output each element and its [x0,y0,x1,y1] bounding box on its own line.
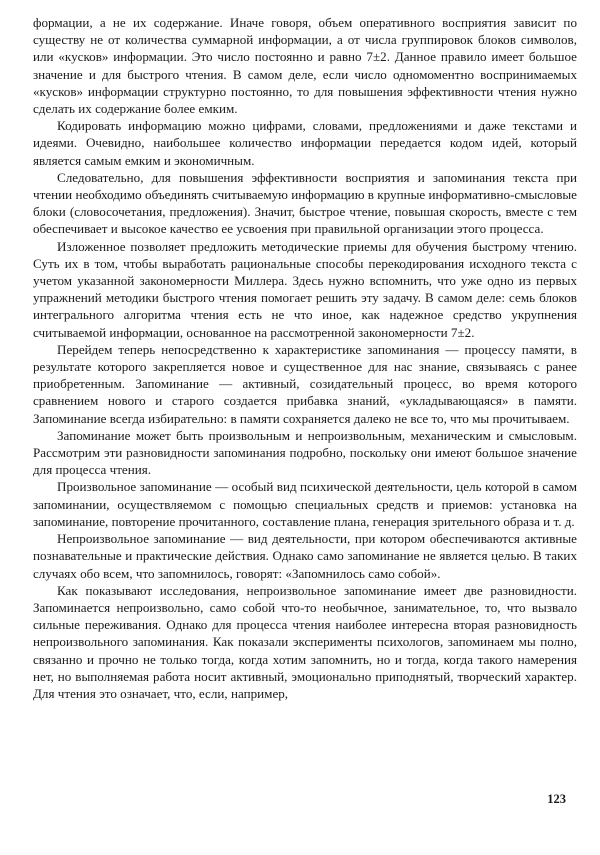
paragraph-6: Запоминание может быть произвольным и непроизвольным, механическим и смысловым. Рассмотрим эти разновидности запоминания подробно, поскольку они имеют большое значение для процесса чтения. [33,427,577,478]
paragraph-8: Непроизвольное запоминание — вид деятельности, при котором обеспечиваются активные познавательные и практические действия. Однако само запоминание не является целью. В таких случаях обо всем, что запомнилось, говорят: «Запомнилось само собой». [33,531,577,581]
paragraph-5: Перейдем теперь непосредственно к характеристике запоминания — процессу памяти, в результате которого закрепляется новое и существенное для нас знание, связываясь с ранее приобретенным. Запоминание — активный, созидательный процесс, во время которого сравнением нового и старого создается прибавка знаний, «укладывающаяся» в памяти. Запоминание всегда избирательно: в памяти сохраняется далеко не все то, что мы прочитываем. [33,341,577,426]
paragraph-7: Произвольное запоминание — особый вид психической деятельности, цель которой в самом запоминании, осуществляемом с помощью специальных средств и приемов: установка на запоминание, повторение прочитанного, составление плана, генерация зрительного образа и т. д. [33,479,577,529]
paragraph-3: Следовательно, для повышения эффективности восприятия и запоминания текста при чтении необходимо объединять считываемую информацию в крупные информативно-смысловые блоки (словосочетания, предложения). Значит, быстрое чтение, повышая скорость, вместе с тем обеспечивает и высокое качество ее усвоения при правильной организации этого процесса. [33,169,577,237]
page-number: 123 [547,792,566,806]
paragraph-9: Как показывают исследования, непроизвольное запоминание имеет две разновидности. Запоминается непроизвольно, само собой что-то необычное, занимательное, то, что вызвало сильные переживания. Однако для процесса чтения наиболее интересна вторая разновидность непроизвольного запоминания. Как показали эксперименты психологов, запоминаем мы полно, связанно и прочно не только тогда, когда хотим запомнить, но и тогда, когда такого намерения нет, но выполняемая работа носит активный, эмоционально приподнятый, творческий характер. Для чтения это означает, что, если, например, [33,582,577,701]
paragraph-2: Кодировать информацию можно цифрами, словами, предложениями и даже текстами и идеями. Очевидно, наибольшее количество информации передается кодом идей, который является самым емким и экономичным. [33,118,577,168]
page-body [33,14,577,702]
paragraph-4: Изложенное позволяет предложить методические приемы для обучения быстрому чтению. Суть их в том, чтобы выработать рациональные способы перекодирования исходного текста с учетом указанной закономерности Миллера. Здесь нужно вспомнить, что уже одно из первых упражнений методики быстрого чтения помогает решить эту задачу. В самом деле: семь блоков интегрального алгоритма чтения есть не что иное, как надежное средство укрупнения считываемой информации, основанное на рассмотренной закономерности 7±2. [33,238,577,340]
paragraph-1: формации, а не их содержание. Иначе говоря, объем оперативного восприятия зависит по существу не от количества суммарной информации, а от числа группировок блоков символов, или «кусков» информации. Это число постоянно и равно 7±2. Данное правило имеет большое значение и для быстрого чтения. В самом деле, если число одномоментно воспринимаемых «кусков» информации структурно постоянно, то для повышения эффективности чтения нужно сделать их содержание более емким. [33,15,577,117]
